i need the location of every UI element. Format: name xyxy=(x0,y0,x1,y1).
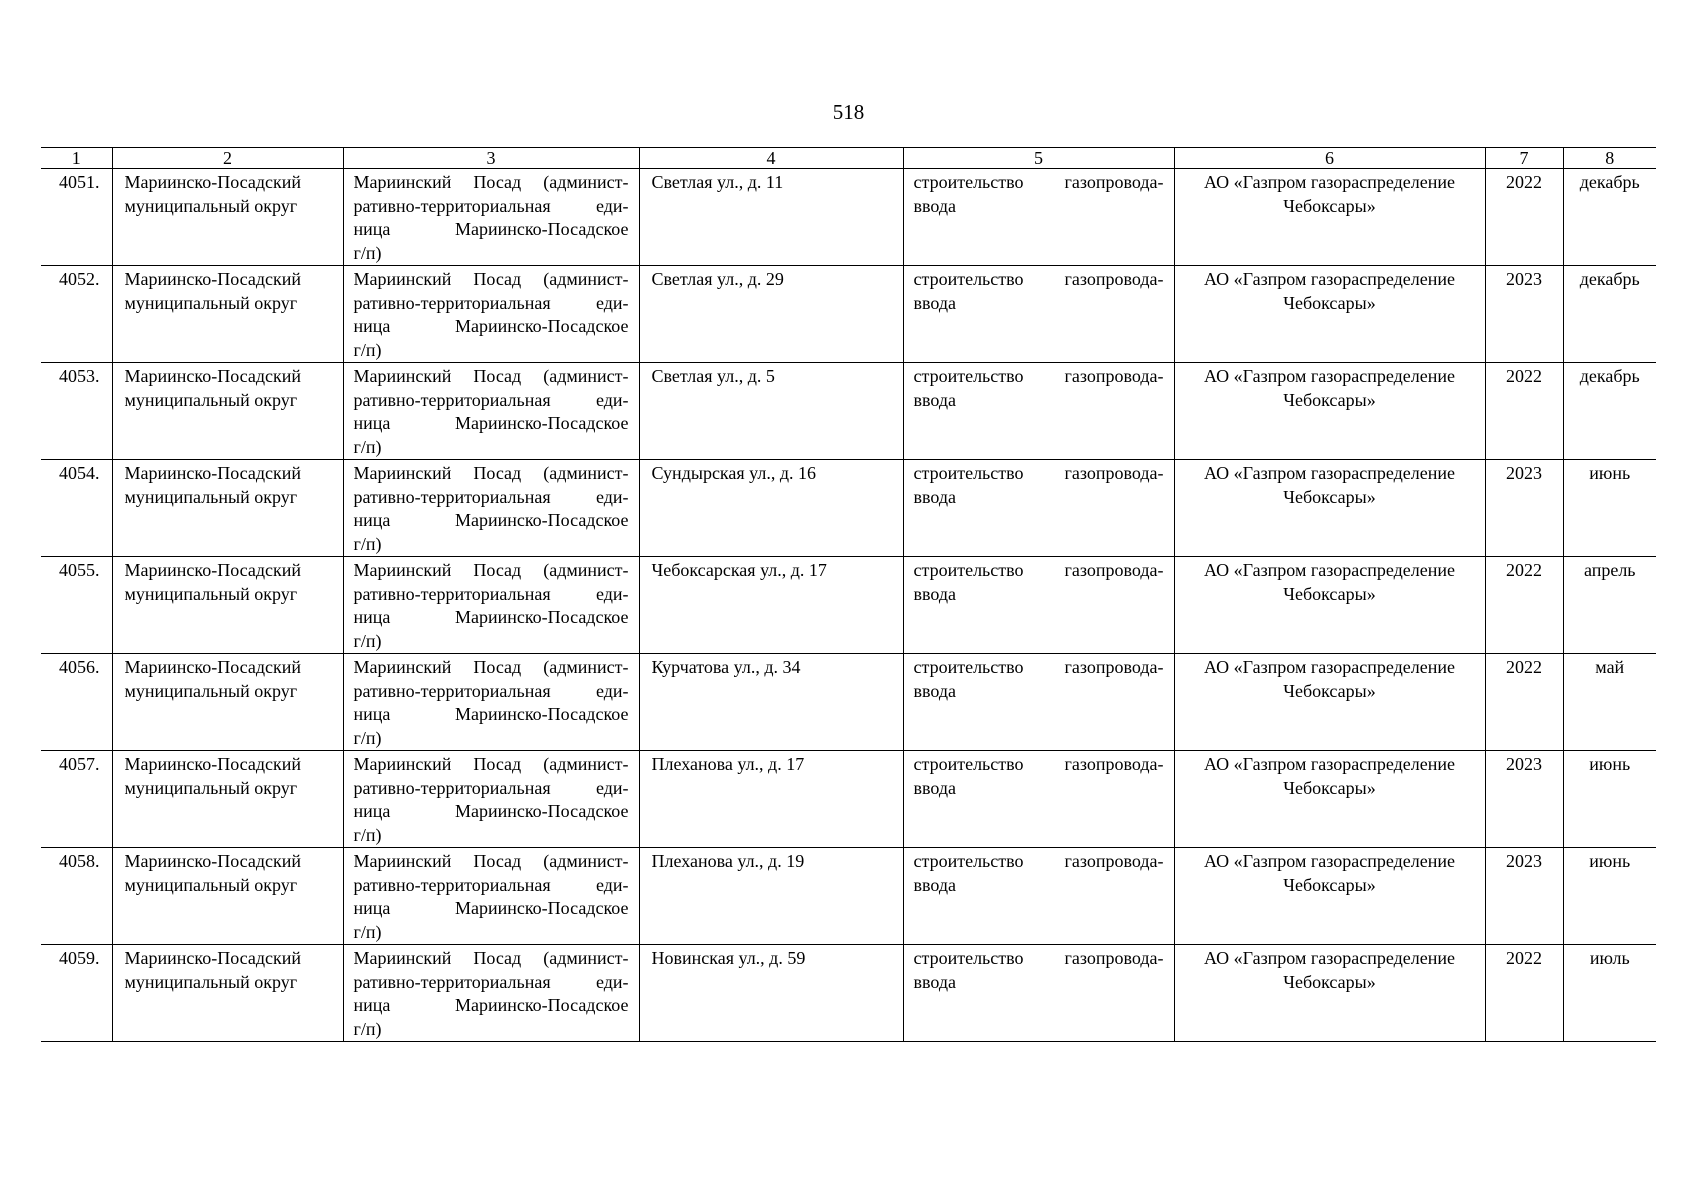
cell-line: муниципальный округ xyxy=(124,486,298,507)
cell-year: 2023 xyxy=(1485,848,1563,945)
cell-line: Чебоксары» xyxy=(1283,971,1376,992)
cell-line: ница Мариинско-Посадское xyxy=(353,219,629,239)
cell-line: строительство газопровода- xyxy=(913,269,1164,289)
cell-work-type xyxy=(903,557,1174,654)
cell-line: Чебоксары» xyxy=(1283,777,1376,798)
cell-line: Мариинско-Посадский xyxy=(124,754,302,774)
cell-line: Мариинско-Посадский xyxy=(124,172,302,192)
header-col-5: 5 xyxy=(903,148,1174,169)
cell-year: 2022 xyxy=(1485,654,1563,751)
cell-number: 4058. xyxy=(41,848,112,945)
cell-line: Мариинско-Посадский xyxy=(124,948,302,968)
cell-number: 4051. xyxy=(41,169,112,266)
cell-line: ввода xyxy=(913,777,957,798)
cell-line: ративно-территориальная еди- xyxy=(353,971,629,992)
table-body xyxy=(41,169,1656,1042)
cell-line: АО «Газпром газораспределение xyxy=(1204,560,1455,580)
cell-address: Светлая ул., д. 29 xyxy=(639,266,903,363)
cell-line: Чебоксары» xyxy=(1283,195,1376,216)
cell-line: Мариинский Посад (админист- xyxy=(353,560,629,580)
cell-line: муниципальный округ xyxy=(124,777,298,798)
table-row xyxy=(41,169,1656,266)
cell-year: 2023 xyxy=(1485,460,1563,557)
cell-line: строительство газопровода- xyxy=(913,851,1164,871)
header-col-3: 3 xyxy=(343,148,639,169)
cell-year: 2022 xyxy=(1485,945,1563,1042)
cell-month: декабрь xyxy=(1563,363,1656,460)
cell-line: АО «Газпром газораспределение xyxy=(1204,657,1455,677)
cell-line: муниципальный округ xyxy=(124,680,298,701)
cell-line: Чебоксары» xyxy=(1283,874,1376,895)
cell-settlement xyxy=(343,654,639,751)
cell-year: 2022 xyxy=(1485,363,1563,460)
cell-line: ративно-территориальная еди- xyxy=(353,292,629,313)
cell-year: 2023 xyxy=(1485,266,1563,363)
page-number: 518 xyxy=(832,100,865,124)
cell-year: 2022 xyxy=(1485,557,1563,654)
cell-line: ввода xyxy=(913,874,957,895)
cell-work-type xyxy=(903,848,1174,945)
cell-line: Мариинский Посад (админист- xyxy=(353,463,629,483)
cell-settlement xyxy=(343,363,639,460)
cell-line: ввода xyxy=(913,680,957,701)
header-col-7: 7 xyxy=(1485,148,1563,169)
cell-number: 4056. xyxy=(41,654,112,751)
cell-work-type xyxy=(903,266,1174,363)
cell-line: АО «Газпром газораспределение xyxy=(1204,269,1455,289)
cell-address: Плеханова ул., д. 17 xyxy=(639,751,903,848)
cell-district xyxy=(112,460,343,557)
cell-line: Мариинско-Посадский xyxy=(124,851,302,871)
cell-line: ница Мариинско-Посадское xyxy=(353,607,629,627)
cell-line: ница Мариинско-Посадское xyxy=(353,704,629,724)
table-row xyxy=(41,557,1656,654)
cell-line: г/п) xyxy=(353,339,382,360)
cell-month: апрель xyxy=(1563,557,1656,654)
cell-line: муниципальный округ xyxy=(124,195,298,216)
cell-month: июнь xyxy=(1563,848,1656,945)
cell-line: муниципальный округ xyxy=(124,874,298,895)
cell-line: ница Мариинско-Посадское xyxy=(353,898,629,918)
cell-settlement xyxy=(343,557,639,654)
cell-line: АО «Газпром газораспределение xyxy=(1204,851,1455,871)
cell-organization xyxy=(1174,363,1485,460)
cell-settlement xyxy=(343,460,639,557)
cell-line: ница Мариинско-Посадское xyxy=(353,510,629,530)
cell-line: муниципальный округ xyxy=(124,389,298,410)
cell-line: Чебоксары» xyxy=(1283,389,1376,410)
table-header xyxy=(41,148,1656,169)
cell-district xyxy=(112,169,343,266)
cell-line: ница Мариинско-Посадское xyxy=(353,316,629,336)
cell-line: ративно-территориальная еди- xyxy=(353,583,629,604)
cell-line: АО «Газпром газораспределение xyxy=(1204,948,1455,968)
cell-line: Мариинско-Посадский xyxy=(124,560,302,580)
cell-year: 2022 xyxy=(1485,169,1563,266)
cell-number: 4052. xyxy=(41,266,112,363)
cell-district xyxy=(112,751,343,848)
cell-line: г/п) xyxy=(353,242,382,263)
cell-work-type xyxy=(903,751,1174,848)
cell-line: г/п) xyxy=(353,1018,382,1039)
cell-line: ница Мариинско-Посадское xyxy=(353,995,629,1015)
cell-line: строительство газопровода- xyxy=(913,754,1164,774)
cell-line: строительство газопровода- xyxy=(913,560,1164,580)
cell-line: Чебоксары» xyxy=(1283,486,1376,507)
cell-line: ративно-территориальная еди- xyxy=(353,874,629,895)
cell-line: ввода xyxy=(913,971,957,992)
header-row xyxy=(41,148,1656,169)
cell-address: Новинская ул., д. 59 xyxy=(639,945,903,1042)
cell-line: строительство газопровода- xyxy=(913,463,1164,483)
cell-year: 2023 xyxy=(1485,751,1563,848)
cell-work-type xyxy=(903,363,1174,460)
cell-work-type xyxy=(903,945,1174,1042)
table-row xyxy=(41,945,1656,1042)
table-row xyxy=(41,460,1656,557)
cell-address: Светлая ул., д. 5 xyxy=(639,363,903,460)
cell-settlement xyxy=(343,751,639,848)
cell-address: Светлая ул., д. 11 xyxy=(639,169,903,266)
cell-district xyxy=(112,363,343,460)
cell-line: строительство газопровода- xyxy=(913,366,1164,386)
cell-line: муниципальный округ xyxy=(124,583,298,604)
cell-line: ративно-территориальная еди- xyxy=(353,195,629,216)
cell-settlement xyxy=(343,848,639,945)
cell-line: Мариинский Посад (админист- xyxy=(353,657,629,677)
cell-number: 4055. xyxy=(41,557,112,654)
cell-organization xyxy=(1174,751,1485,848)
cell-work-type xyxy=(903,169,1174,266)
cell-district xyxy=(112,557,343,654)
cell-line: Мариинский Посад (админист- xyxy=(353,366,629,386)
cell-organization xyxy=(1174,460,1485,557)
cell-line: Мариинско-Посадский xyxy=(124,269,302,289)
table-row xyxy=(41,266,1656,363)
cell-organization xyxy=(1174,945,1485,1042)
cell-line: ративно-территориальная еди- xyxy=(353,389,629,410)
table-row xyxy=(41,363,1656,460)
cell-month: декабрь xyxy=(1563,169,1656,266)
cell-organization xyxy=(1174,266,1485,363)
cell-number: 4057. xyxy=(41,751,112,848)
cell-organization xyxy=(1174,557,1485,654)
cell-line: ница Мариинско-Посадское xyxy=(353,801,629,821)
cell-district xyxy=(112,945,343,1042)
cell-number: 4059. xyxy=(41,945,112,1042)
cell-line: ввода xyxy=(913,486,957,507)
cell-line: г/п) xyxy=(353,824,382,845)
table-row xyxy=(41,654,1656,751)
cell-line: муниципальный округ xyxy=(124,971,298,992)
cell-line: ввода xyxy=(913,389,957,410)
register-table xyxy=(41,147,1656,1042)
cell-month: июнь xyxy=(1563,460,1656,557)
cell-line: ввода xyxy=(913,583,957,604)
cell-address: Курчатова ул., д. 34 xyxy=(639,654,903,751)
cell-line: ративно-территориальная еди- xyxy=(353,680,629,701)
cell-month: июль xyxy=(1563,945,1656,1042)
table-row xyxy=(41,848,1656,945)
cell-line: ница Мариинско-Посадское xyxy=(353,413,629,433)
cell-line: строительство газопровода- xyxy=(913,172,1164,192)
cell-line: г/п) xyxy=(353,727,382,748)
cell-line: АО «Газпром газораспределение xyxy=(1204,463,1455,483)
cell-line: Мариинско-Посадский xyxy=(124,657,302,677)
cell-line: г/п) xyxy=(353,630,382,651)
cell-organization xyxy=(1174,848,1485,945)
cell-month: июнь xyxy=(1563,751,1656,848)
cell-line: Чебоксары» xyxy=(1283,583,1376,604)
cell-line: Мариинско-Посадский xyxy=(124,366,302,386)
cell-month: декабрь xyxy=(1563,266,1656,363)
cell-line: г/п) xyxy=(353,921,382,942)
cell-work-type xyxy=(903,460,1174,557)
cell-line: ввода xyxy=(913,195,957,216)
header-col-4: 4 xyxy=(639,148,903,169)
cell-number: 4053. xyxy=(41,363,112,460)
cell-line: Мариинский Посад (админист- xyxy=(353,172,629,192)
cell-line: муниципальный округ xyxy=(124,292,298,313)
cell-line: ративно-территориальная еди- xyxy=(353,486,629,507)
cell-line: г/п) xyxy=(353,436,382,457)
cell-line: г/п) xyxy=(353,533,382,554)
cell-district xyxy=(112,848,343,945)
header-col-8: 8 xyxy=(1563,148,1656,169)
cell-settlement xyxy=(343,169,639,266)
cell-district xyxy=(112,266,343,363)
cell-line: Мариинский Посад (админист- xyxy=(353,851,629,871)
cell-line: ввода xyxy=(913,292,957,313)
header-col-6: 6 xyxy=(1174,148,1485,169)
cell-line: строительство газопровода- xyxy=(913,948,1164,968)
cell-settlement xyxy=(343,945,639,1042)
header-col-1: 1 xyxy=(41,148,112,169)
cell-line: АО «Газпром газораспределение xyxy=(1204,172,1455,192)
cell-line: ративно-территориальная еди- xyxy=(353,777,629,798)
cell-settlement xyxy=(343,266,639,363)
cell-line: Мариинско-Посадский xyxy=(124,463,302,483)
cell-line: Мариинский Посад (админист- xyxy=(353,754,629,774)
cell-district xyxy=(112,654,343,751)
cell-address: Плеханова ул., д. 19 xyxy=(639,848,903,945)
header-col-2: 2 xyxy=(112,148,343,169)
cell-number: 4054. xyxy=(41,460,112,557)
cell-work-type xyxy=(903,654,1174,751)
cell-line: Чебоксары» xyxy=(1283,292,1376,313)
cell-line: Чебоксары» xyxy=(1283,680,1376,701)
cell-line: строительство газопровода- xyxy=(913,657,1164,677)
cell-line: Мариинский Посад (админист- xyxy=(353,269,629,289)
cell-organization xyxy=(1174,169,1485,266)
table-row xyxy=(41,751,1656,848)
cell-line: Мариинский Посад (админист- xyxy=(353,948,629,968)
cell-organization xyxy=(1174,654,1485,751)
cell-address: Сундырская ул., д. 16 xyxy=(639,460,903,557)
cell-line: АО «Газпром газораспределение xyxy=(1204,754,1455,774)
cell-address: Чебоксарская ул., д. 17 xyxy=(639,557,903,654)
cell-month: май xyxy=(1563,654,1656,751)
cell-line: АО «Газпром газораспределение xyxy=(1204,366,1455,386)
